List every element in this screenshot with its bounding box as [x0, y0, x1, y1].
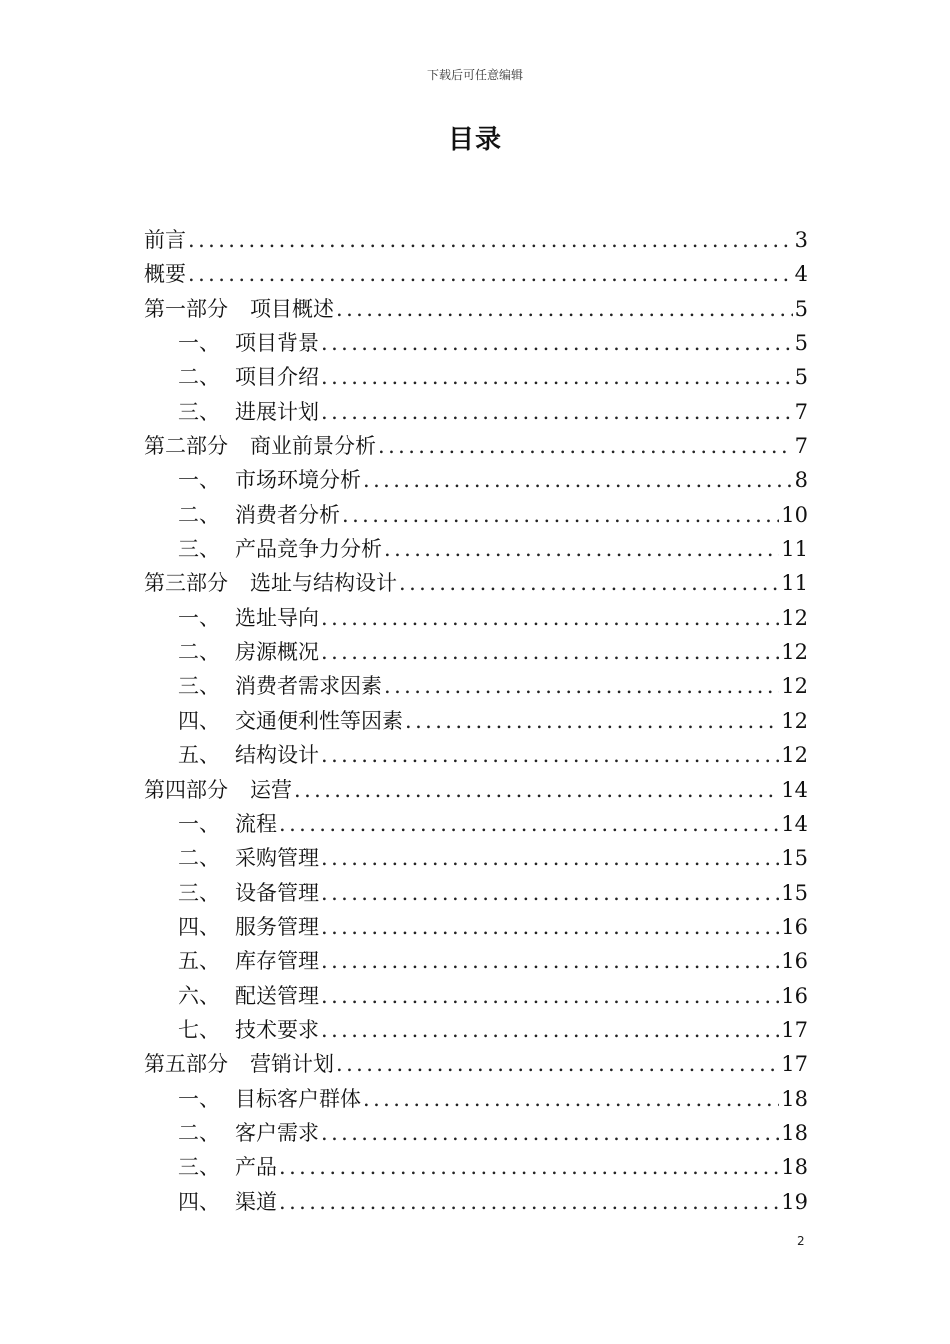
toc-leader-dots [336, 292, 793, 326]
toc-entry-page: 18 [781, 1155, 808, 1180]
toc-title: 目录 [447, 125, 502, 155]
toc-entry-number: 一、 [178, 331, 220, 356]
header-note: 下载后可任意编辑 [426, 68, 523, 82]
toc-entry-page: 3 [794, 228, 808, 252]
toc-entry-page: 11 [781, 537, 808, 562]
toc-entry-number: 四、 [178, 1189, 220, 1214]
toc-entry-page: 17 [781, 1017, 808, 1042]
toc-leader-dots [321, 635, 779, 669]
toc-leader-dots [342, 498, 779, 532]
table-of-contents [144, 223, 808, 1219]
toc-entry-number: 三、 [178, 674, 220, 699]
toc-entry-page: 16 [781, 914, 808, 939]
toc-leader-dots [321, 910, 779, 944]
toc-entry-number: 四、 [178, 914, 220, 939]
toc-leader-dots [321, 1116, 779, 1150]
toc-entry-page: 18 [781, 1120, 808, 1145]
toc-leader-dots [363, 463, 793, 497]
toc-leader-dots [294, 773, 779, 807]
page-number: 2 [797, 1234, 805, 1248]
toc-entry-label: 产品竞争力分析 [235, 537, 382, 562]
toc-entry-number: 六、 [178, 983, 220, 1008]
toc-entry[interactable] [144, 498, 808, 532]
toc-entry[interactable] [144, 257, 808, 291]
toc-entry-page: 12 [781, 743, 808, 768]
toc-entry-number: 第一部分 [144, 296, 228, 321]
toc-entry-number: 三、 [178, 399, 220, 424]
toc-leader-dots [336, 1047, 779, 1081]
toc-entry-label: 目标客户群体 [235, 1086, 361, 1111]
toc-entry[interactable] [144, 807, 808, 841]
toc-entry-number: 二、 [178, 365, 220, 390]
toc-entry-label: 采购管理 [235, 846, 319, 871]
toc-leader-dots [188, 257, 793, 291]
toc-leader-dots [321, 944, 779, 978]
toc-entry-page: 12 [781, 605, 808, 630]
toc-entry-number: 二、 [178, 640, 220, 665]
toc-entry[interactable] [144, 979, 808, 1013]
toc-entry-page: 11 [781, 571, 808, 596]
toc-entry-number: 二、 [178, 846, 220, 871]
toc-entry-page: 14 [781, 811, 808, 836]
toc-entry-page: 12 [781, 708, 808, 733]
toc-entry[interactable] [144, 910, 808, 944]
toc-leader-dots [399, 566, 779, 600]
toc-entry-number: 一、 [178, 605, 220, 630]
toc-entry-label: 商业前景分析 [250, 434, 376, 459]
toc-entry-label: 客户需求 [235, 1120, 319, 1145]
toc-leader-dots [321, 1013, 779, 1047]
toc-entry-number: 五、 [178, 949, 220, 974]
toc-entry-page: 8 [794, 468, 808, 493]
toc-entry[interactable] [144, 876, 808, 910]
toc-entry-page: 4 [794, 262, 808, 287]
toc-entry-label: 消费者需求因素 [235, 674, 382, 699]
toc-entry[interactable] [144, 292, 808, 326]
toc-entry[interactable] [144, 601, 808, 635]
toc-entry[interactable] [144, 669, 808, 703]
toc-entry-label: 运营 [250, 777, 292, 802]
toc-entry-page: 5 [794, 331, 808, 356]
toc-entry[interactable] [144, 1082, 808, 1116]
toc-entry-label: 项目背景 [235, 331, 319, 356]
toc-entry-page: 15 [781, 846, 808, 871]
toc-leader-dots [279, 1150, 779, 1184]
toc-entry[interactable] [144, 566, 808, 600]
toc-leader-dots [321, 738, 779, 772]
toc-leader-dots [363, 1082, 779, 1116]
toc-entry-page: 15 [781, 880, 808, 905]
toc-entry-page: 5 [794, 365, 808, 390]
toc-entry-label: 结构设计 [235, 743, 319, 768]
toc-entry-page: 5 [794, 296, 808, 321]
toc-leader-dots [384, 669, 779, 703]
toc-entry[interactable] [144, 1047, 808, 1081]
toc-leader-dots [321, 395, 793, 429]
toc-entry-page: 16 [781, 949, 808, 974]
toc-entry[interactable] [144, 944, 808, 978]
toc-entry-number: 一、 [178, 468, 220, 493]
toc-entry-page: 19 [781, 1189, 808, 1214]
toc-entry-page: 7 [794, 434, 808, 459]
toc-entry-number: 第二部分 [144, 434, 228, 459]
toc-entry-page: 12 [781, 674, 808, 699]
toc-entry-label: 技术要求 [235, 1017, 319, 1042]
toc-entry-page: 17 [781, 1052, 808, 1077]
toc-entry[interactable] [144, 738, 808, 772]
toc-entry-label: 消费者分析 [235, 502, 340, 527]
toc-entry-label: 服务管理 [235, 914, 319, 939]
toc-entry-number: 七、 [178, 1017, 220, 1042]
toc-leader-dots [188, 223, 793, 257]
toc-leader-dots [321, 601, 779, 635]
toc-entry-page: 16 [781, 983, 808, 1008]
toc-entry-number: 三、 [178, 880, 220, 905]
toc-entry-number: 一、 [178, 1086, 220, 1111]
toc-entry[interactable] [144, 773, 808, 807]
toc-leader-dots [321, 841, 779, 875]
toc-entry-number: 第五部分 [144, 1052, 228, 1077]
toc-entry[interactable] [144, 223, 808, 257]
toc-entry-label: 市场环境分析 [235, 468, 361, 493]
toc-entry-label: 概要 [144, 262, 186, 287]
toc-leader-dots [321, 360, 793, 394]
toc-entry-label: 交通便利性等因素 [235, 708, 403, 733]
toc-leader-dots [279, 807, 779, 841]
toc-entry[interactable] [144, 1116, 808, 1150]
toc-entry-number: 五、 [178, 743, 220, 768]
toc-leader-dots [321, 876, 779, 910]
toc-entry-number: 三、 [178, 1155, 220, 1180]
toc-entry[interactable] [144, 1013, 808, 1047]
toc-entry[interactable] [144, 395, 808, 429]
toc-entry-number: 第三部分 [144, 571, 228, 596]
toc-entry[interactable] [144, 1150, 808, 1184]
toc-entry-number: 二、 [178, 502, 220, 527]
toc-entry[interactable] [144, 532, 808, 566]
toc-entry-page: 10 [781, 502, 808, 527]
toc-entry-label: 流程 [235, 811, 277, 836]
toc-entry-number: 四、 [178, 708, 220, 733]
toc-leader-dots [279, 1185, 779, 1219]
toc-entry-number: 二、 [178, 1120, 220, 1145]
toc-entry-number: 第四部分 [144, 777, 228, 802]
toc-leader-dots [378, 429, 793, 463]
toc-entry-page: 18 [781, 1086, 808, 1111]
toc-entry-page: 7 [794, 399, 808, 424]
toc-entry-label: 产品 [235, 1155, 277, 1180]
toc-entry[interactable] [144, 429, 808, 463]
toc-entry-label: 前言 [144, 228, 186, 252]
toc-entry[interactable] [144, 1185, 808, 1219]
toc-entry-number: 一、 [178, 811, 220, 836]
toc-entry-label: 项目介绍 [235, 365, 319, 390]
toc-entry-page: 12 [781, 640, 808, 665]
toc-entry-label: 营销计划 [250, 1052, 334, 1077]
toc-entry[interactable] [144, 841, 808, 875]
toc-entry-label: 房源概况 [235, 640, 319, 665]
toc-entry[interactable] [144, 704, 808, 738]
toc-leader-dots [384, 532, 779, 566]
toc-entry[interactable] [144, 463, 808, 497]
toc-entry-label: 渠道 [235, 1189, 277, 1214]
toc-entry[interactable] [144, 360, 808, 394]
toc-entry-label: 设备管理 [235, 880, 319, 905]
toc-leader-dots [405, 704, 779, 738]
toc-entry-label: 选址与结构设计 [250, 571, 397, 596]
toc-entry-label: 选址导向 [235, 605, 319, 630]
toc-entry-label: 项目概述 [250, 296, 334, 321]
toc-entry[interactable] [144, 326, 808, 360]
toc-leader-dots [321, 979, 779, 1013]
toc-entry-label: 进展计划 [235, 399, 319, 424]
toc-entry-number: 三、 [178, 537, 220, 562]
toc-entry-label: 库存管理 [235, 949, 319, 974]
toc-leader-dots [321, 326, 793, 360]
toc-entry-label: 配送管理 [235, 983, 319, 1008]
toc-entry[interactable] [144, 635, 808, 669]
toc-entry-page: 14 [781, 777, 808, 802]
